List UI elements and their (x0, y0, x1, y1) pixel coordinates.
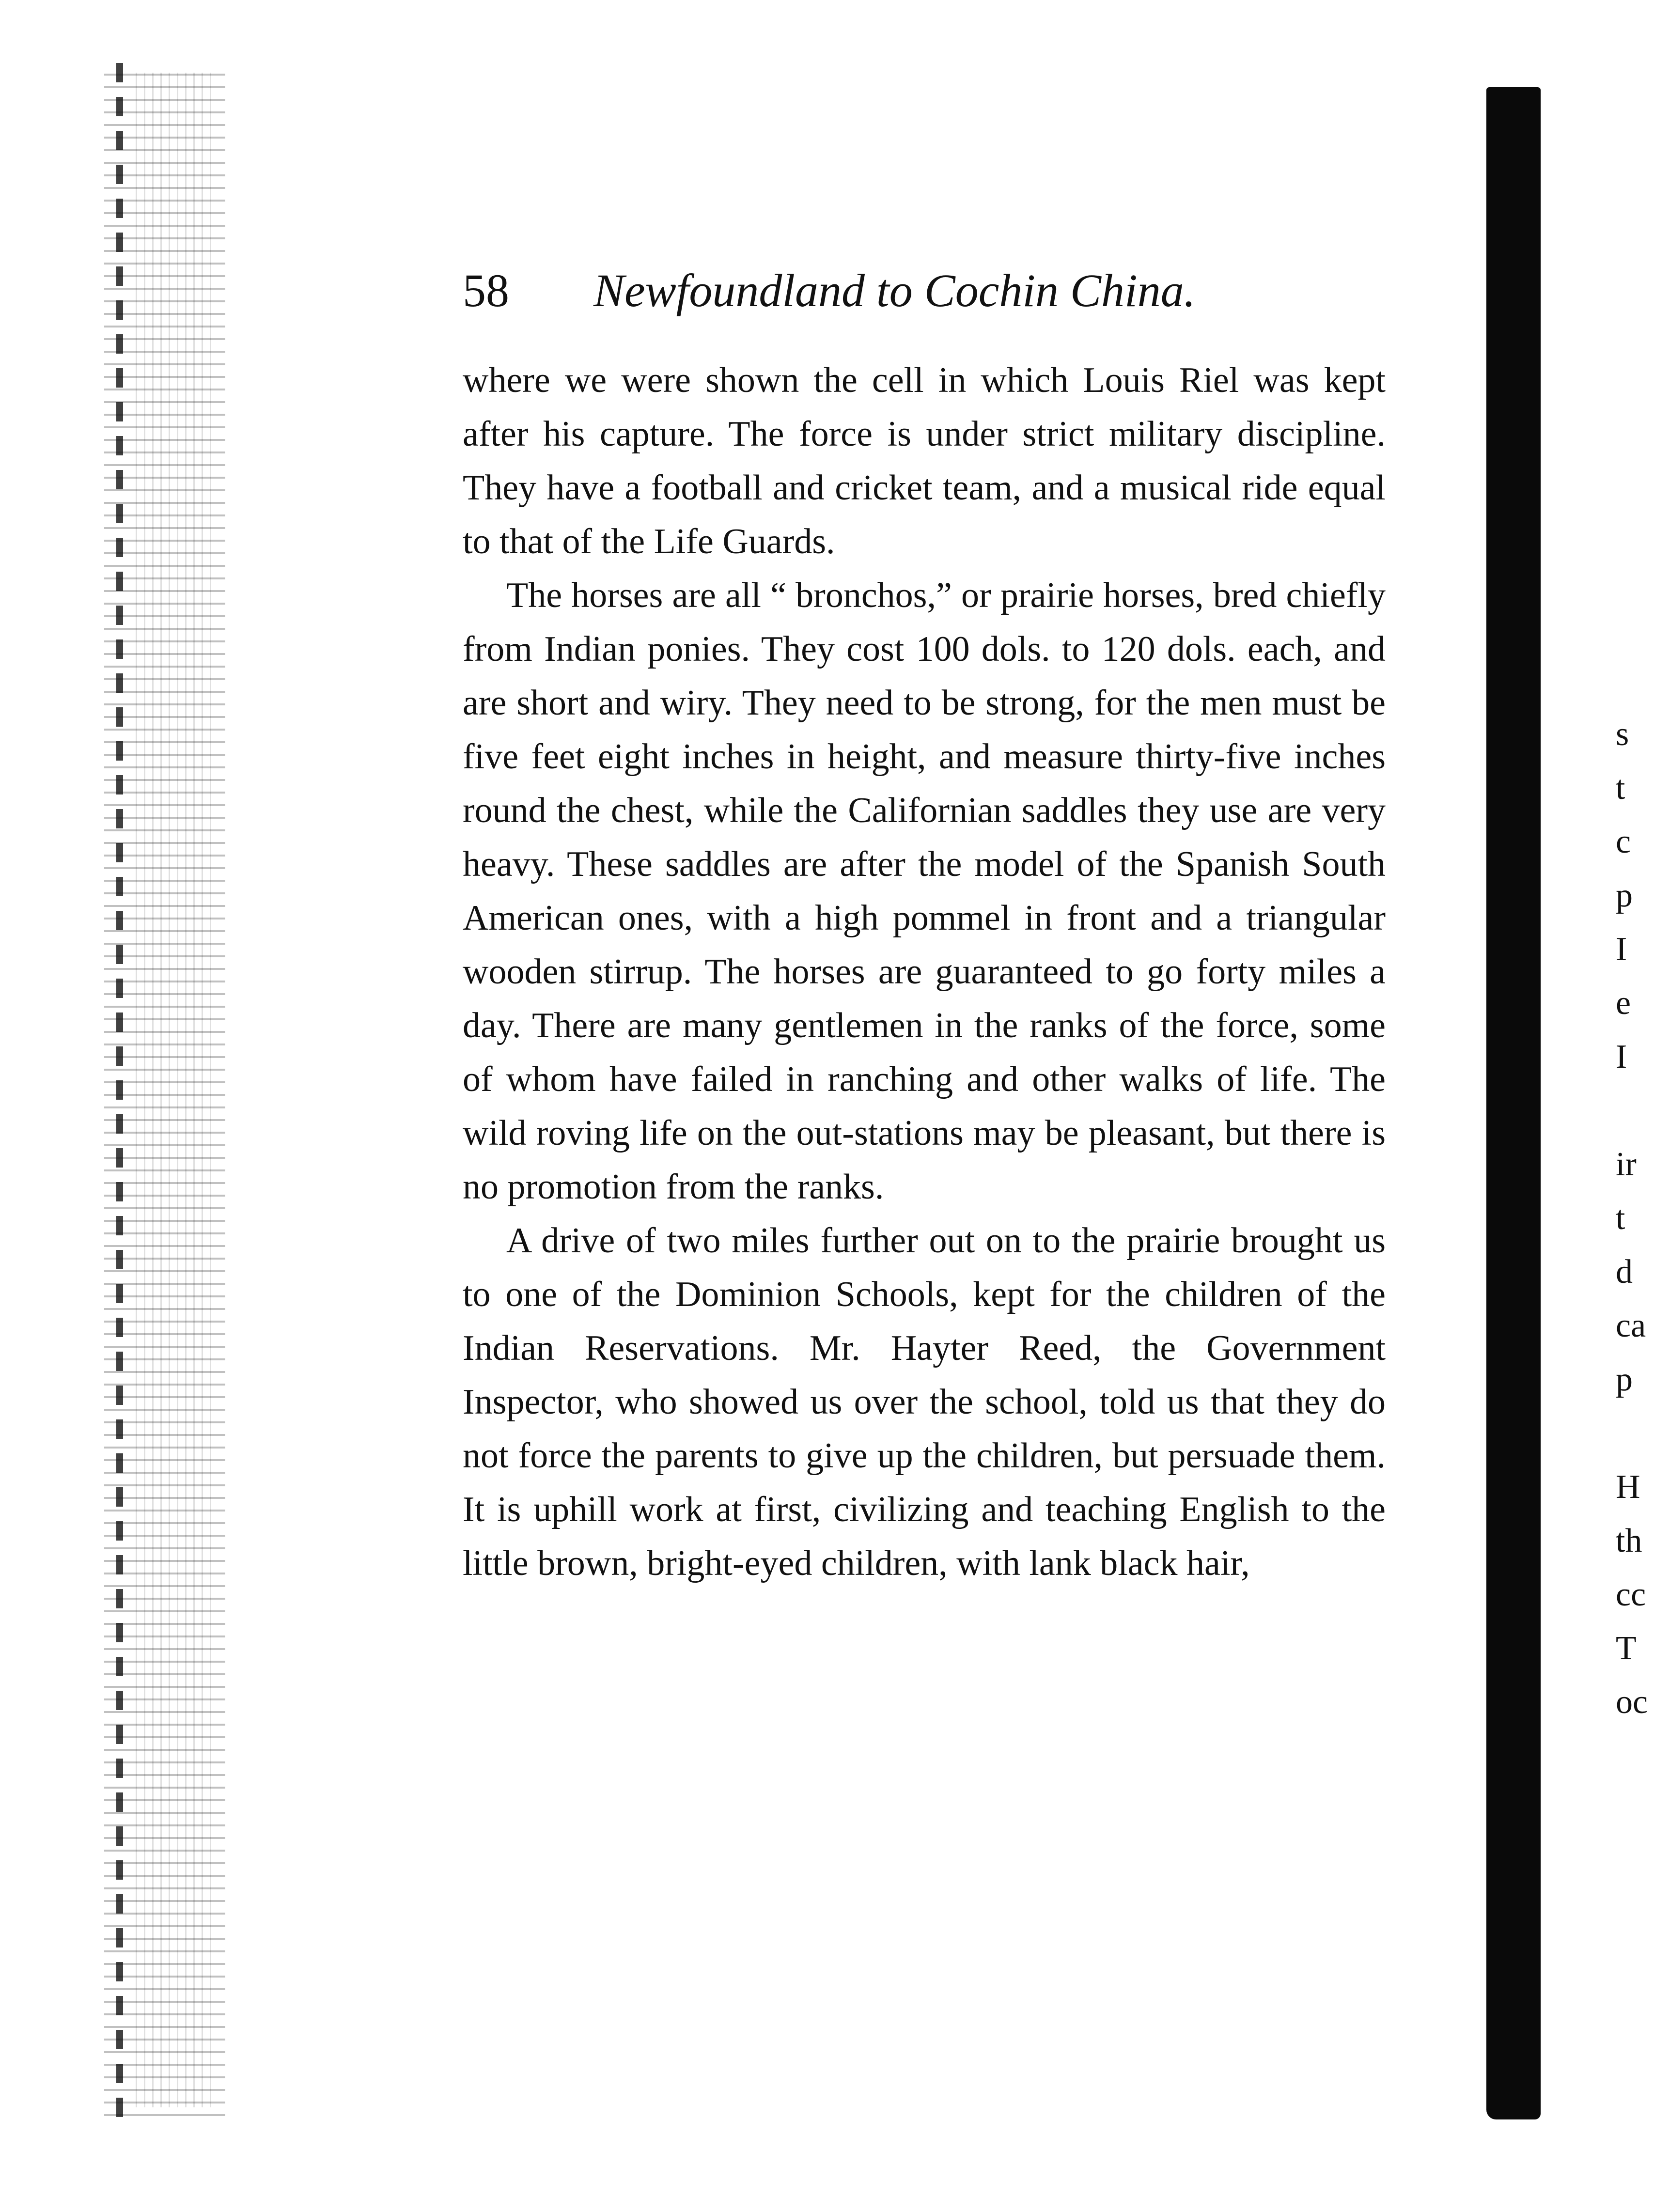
adjacent-fragment (1616, 1406, 1654, 1460)
running-title: Newfoundland to Cochin China. (593, 265, 1196, 316)
paragraph-1: where we were shown the cell in which Louis Riel was kept after his capture. The force is under strict military discipline. They have a football and cricket team, and a musical ride equal to that of the Life Guards. (463, 360, 1386, 561)
adjacent-fragment: th (1616, 1522, 1642, 1559)
page-number: 58 (463, 265, 509, 316)
adjacent-fragment: c (1616, 823, 1631, 860)
adjacent-fragment: t (1616, 1199, 1625, 1237)
adjacent-fragment: H (1616, 1468, 1640, 1506)
adjacent-fragment: I (1616, 1038, 1627, 1075)
adjacent-fragment: I (1616, 931, 1627, 968)
adjacent-fragment: t (1616, 769, 1625, 807)
scan-gutter-edge (116, 63, 123, 2117)
adjacent-fragment: e (1616, 984, 1631, 1022)
adjacent-fragment: p (1616, 877, 1633, 914)
body-text (463, 354, 1386, 1590)
adjacent-fragment: cc (1616, 1576, 1646, 1613)
adjacent-fragment: ir (1616, 1146, 1637, 1183)
adjacent-fragment: ca (1616, 1307, 1646, 1344)
paragraph-3: A drive of two miles further out on to the prairie brought us to one of the Dominion Schools, kept for the children of the Indian Reservations. Mr. Hayter Reed, the Government Inspector, who showed us over the school, told us that they do not force the parents to give up the children, but persuade them. It is uphill work at first, civilizing and teaching English to the little brown, bright-eyed children, with lank black hair, (463, 1221, 1386, 1583)
adjacent-fragment: T (1616, 1630, 1637, 1667)
adjacent-page-fragments (1616, 707, 1654, 1729)
adjacent-fragment: s (1616, 716, 1629, 753)
running-header (463, 259, 1383, 322)
adjacent-fragment: p (1616, 1361, 1633, 1398)
paragraph-2: The horses are all “ bronchos,” or prairie horses, bred chiefly from Indian ponies. They cost 100 dols. to 120 dols. each, and are short and wiry. They need to be strong, for the men must be five feet eight inches in height, and measure thirty-five inches round the chest, while the Californian saddles they use are very heavy. These saddles are after the model of the Spanish South American ones, with a high pommel in front and a triangular wooden stirrup. The horses are guaranteed to go forty miles a day. There are many gentlemen in the ranks of the force, some of whom have failed in ranching and other walks of life. The wild roving life on the out-stations may be pleasant, but there is no promotion from the ranks. (463, 576, 1386, 1207)
adjacent-fragment: d (1616, 1253, 1633, 1291)
binding-shadow-bar (1486, 87, 1541, 2119)
adjacent-fragment (1616, 1084, 1654, 1137)
scan-gutter-speckle (136, 73, 218, 2107)
adjacent-fragment: oc (1616, 1683, 1648, 1721)
